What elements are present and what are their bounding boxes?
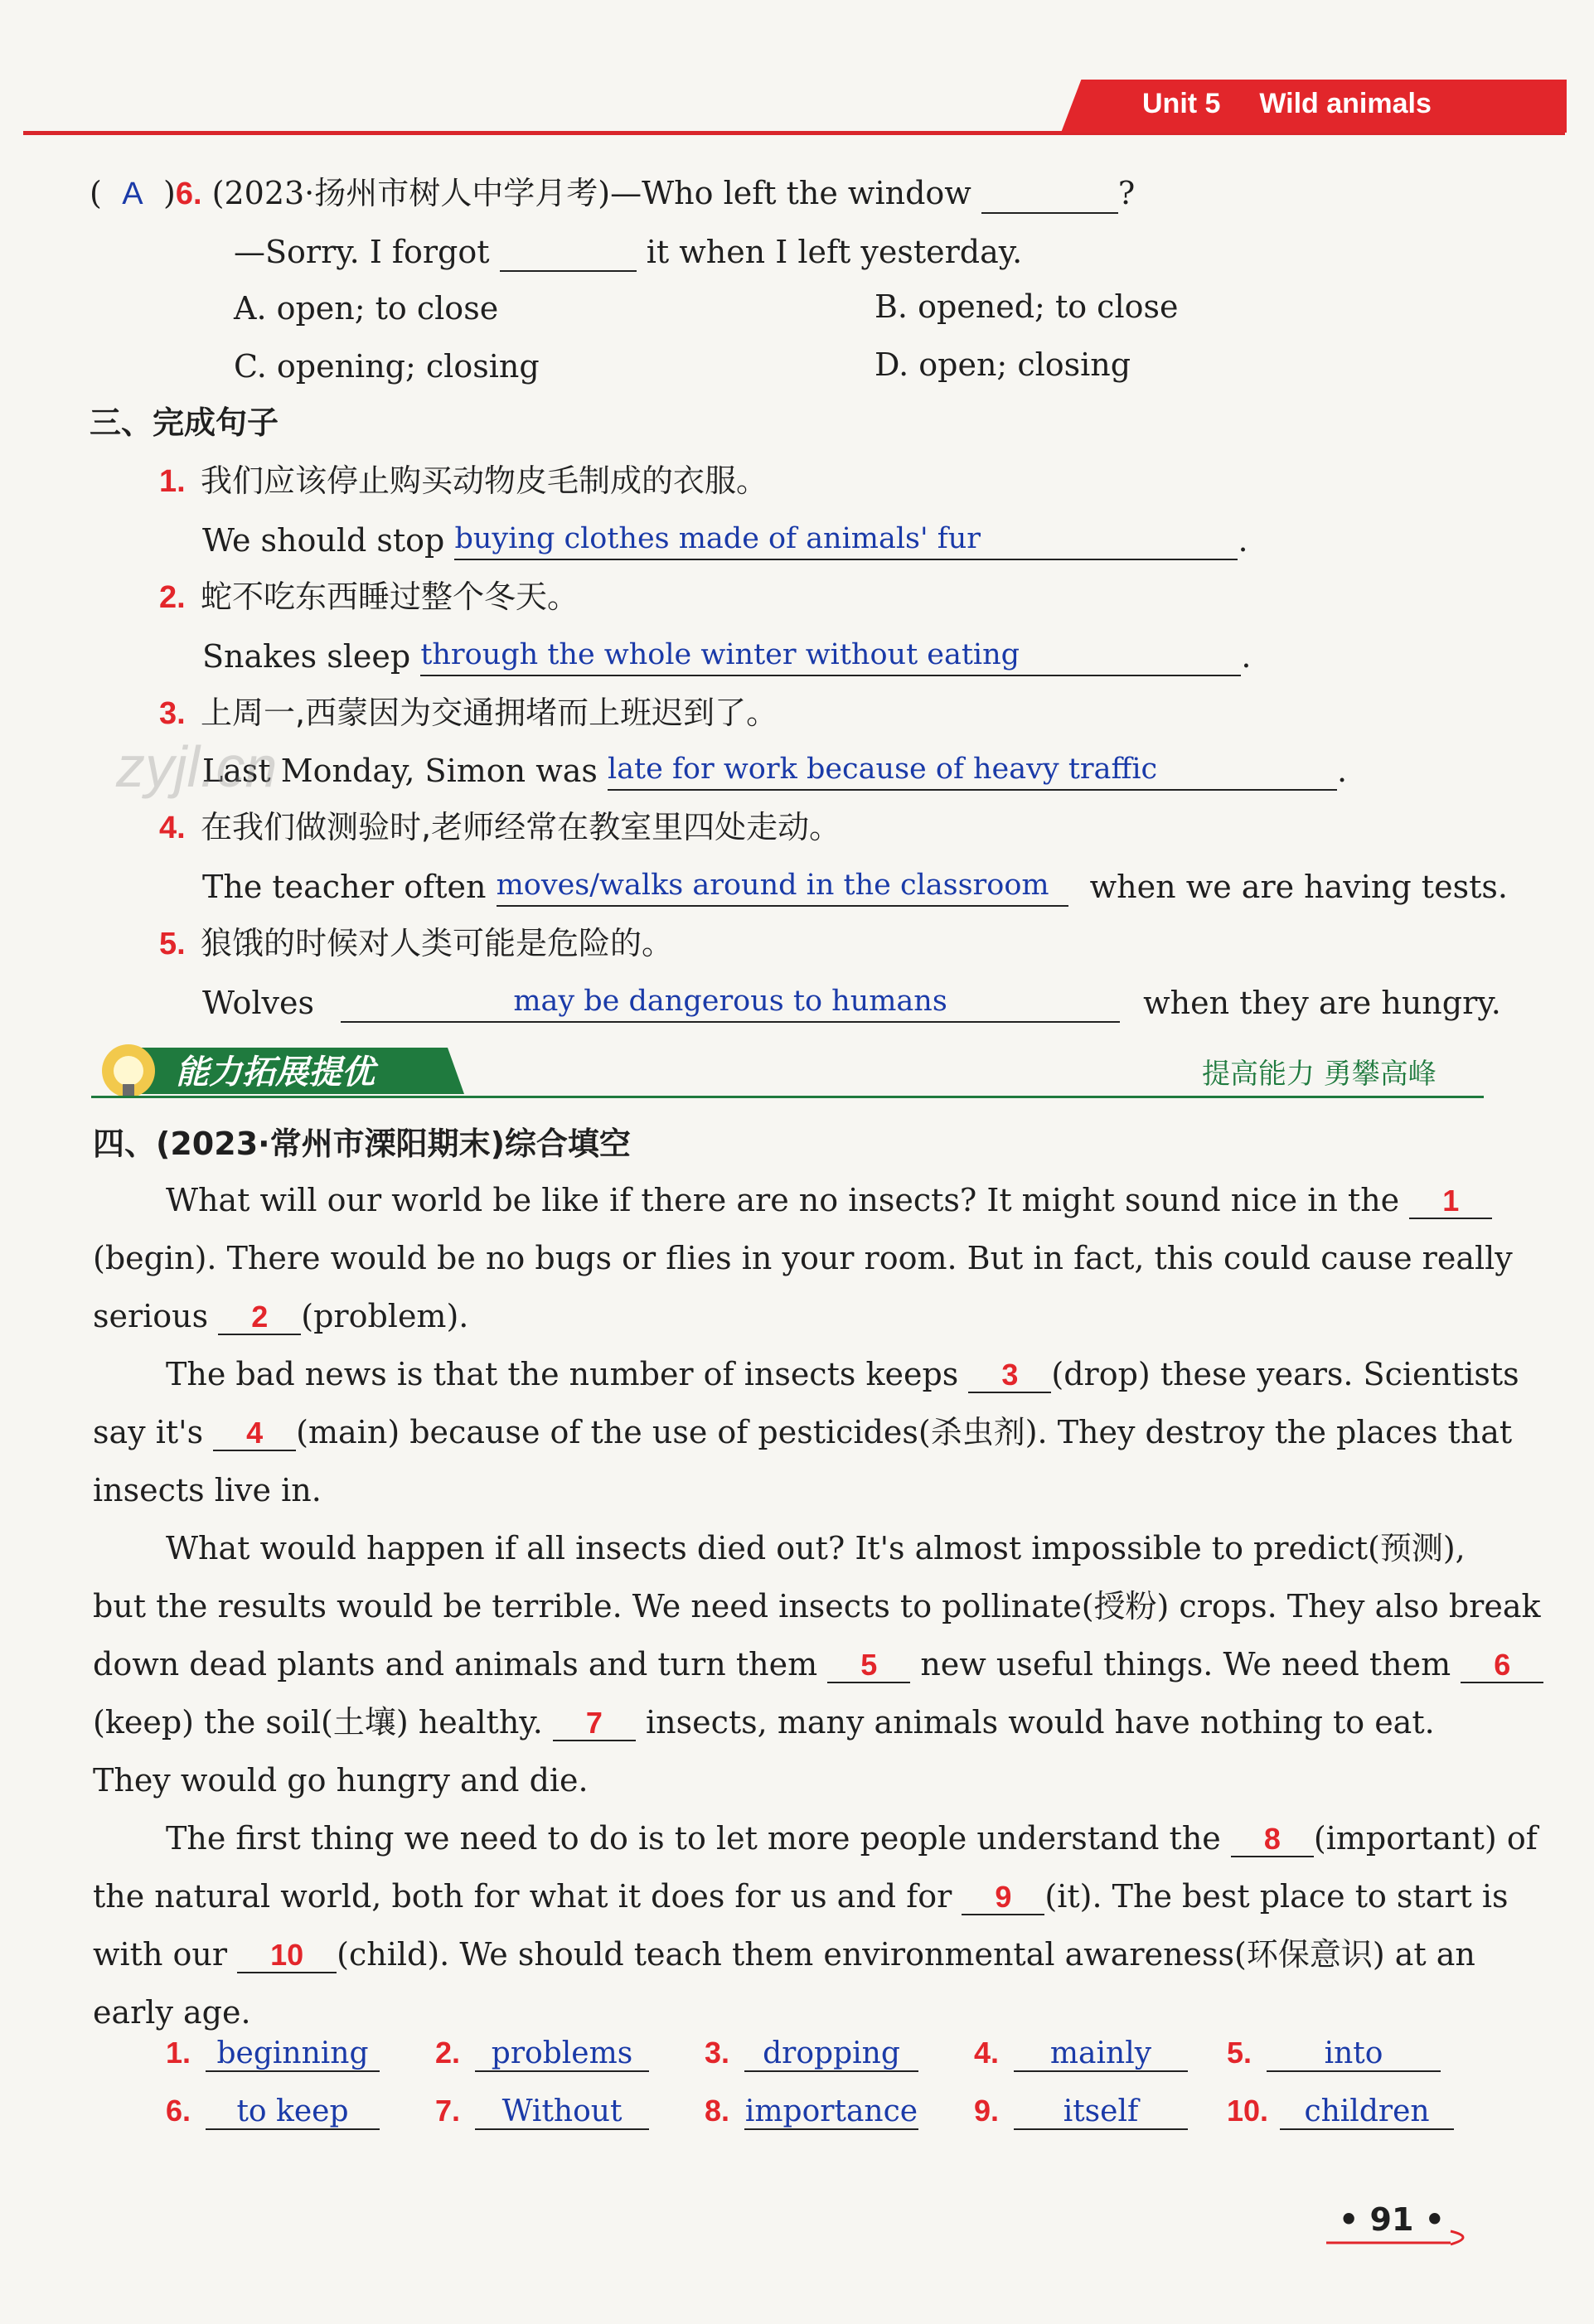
page-arrow-icon (1326, 2226, 1484, 2251)
s3-item1-prefix: We should stop (202, 522, 445, 559)
s4-p1d: (problem). (301, 1298, 469, 1334)
s4-blank-4: 4 (213, 1416, 296, 1451)
s3-item5-en (202, 981, 1501, 1023)
s4-line6: insects live in. (93, 1472, 322, 1508)
answer-text-5: into (1267, 2036, 1441, 2072)
s4-line15: early age. (93, 1994, 251, 2031)
s3-item3-prefix: Last Monday, Simon was (202, 753, 598, 789)
s3-item3-en (202, 749, 1347, 791)
s3-item1-suffix: . (1238, 522, 1248, 559)
section4-title: 四、(2023·常州市溧阳期末)综合填空 (93, 1126, 631, 1162)
s3-item4-prefix: The teacher often (202, 869, 487, 905)
s4-line9 (93, 1644, 1543, 1684)
s3-item4-suffix: when we are having tests. (1089, 869, 1508, 905)
s3-item2-en (202, 635, 1251, 676)
answer-num-8: 8. (705, 2094, 730, 2128)
s4-blank-5: 5 (827, 1649, 910, 1683)
s3-item3-num: 3. (159, 696, 186, 731)
s3-item5-prefix: Wolves (202, 985, 314, 1021)
s4-p2b: (drop) these years. Scientists (1051, 1356, 1519, 1392)
s4-line14 (93, 1934, 1475, 1974)
answer-item-9 (974, 2094, 1188, 2130)
s4-line13 (93, 1876, 1509, 1916)
watermark: zyjl.cn (116, 734, 278, 799)
header-unit-label: Unit 5 (1142, 88, 1221, 119)
s4-p4e: with our (93, 1936, 228, 1973)
s3-item2-answer: through the whole winter without eating (420, 635, 1241, 676)
answer-item-3 (705, 2036, 918, 2072)
s3-item5-cn (159, 923, 673, 964)
s4-p4c: the natural world, both for what it does for us and for (93, 1878, 952, 1915)
s4-line5 (93, 1412, 1512, 1452)
s3-item4-num: 4. (159, 811, 186, 845)
s3-item4-cn-text: 在我们做测验时,老师经常在教室里四处走动。 (201, 809, 841, 845)
s3-item1-answer: buying clothes made of animals' fur (454, 519, 1238, 560)
answer-item-4 (974, 2036, 1188, 2072)
s4-blank-9: 9 (962, 1881, 1044, 1915)
s3-item4-cn (159, 807, 841, 848)
q6-option-b: B. opened; to close (875, 288, 1179, 325)
s4-p3f: insects, many animals would have nothing to eat. (646, 1704, 1435, 1741)
q6-blank-2 (500, 230, 637, 272)
s4-line11: They would go hungry and die. (93, 1762, 589, 1799)
s3-item4-answer: moves/walks around in the classroom (497, 865, 1068, 907)
s3-item3-cn-text: 上周一,西蒙因为交通拥堵而上班迟到了。 (201, 695, 778, 731)
answer-item-1 (166, 2036, 380, 2072)
s3-item3-answer: late for work because of heavy traffic (608, 749, 1337, 791)
answer-num-10: 10. (1227, 2094, 1269, 2128)
s4-line4 (166, 1354, 1519, 1394)
s3-item2-num: 2. (159, 580, 186, 615)
s4-blank-10: 10 (237, 1939, 337, 1973)
s4-line7: What would happen if all insects died out? It's almost impossible to predict(预测), (166, 1530, 1466, 1566)
s3-item5-num: 5. (159, 927, 186, 961)
answer-item-10 (1227, 2094, 1454, 2130)
answer-item-8 (705, 2094, 918, 2130)
answer-text-2: problems (475, 2036, 649, 2072)
answer-text-10: children (1280, 2094, 1454, 2130)
s4-p3d: new useful things. We need them (920, 1646, 1451, 1682)
s4-line2: (begin). There would be no bugs or flies in your room. But in fact, this could cause really (93, 1240, 1513, 1276)
q6-line2 (234, 230, 1022, 272)
answer-num-4: 4. (974, 2036, 1000, 2070)
q6-option-c: C. opening; closing (234, 348, 540, 385)
s4-blank-6: 6 (1461, 1649, 1543, 1683)
s4-p1a: What will our world be like if there are no insects? It might sound nice in the (166, 1182, 1400, 1218)
s3-item1-num: 1. (159, 464, 186, 499)
answer-item-7 (435, 2094, 649, 2130)
answer-num-3: 3. (705, 2036, 730, 2070)
s4-blank-3: 3 (968, 1358, 1051, 1393)
answer-num-7: 7. (435, 2094, 461, 2128)
s4-blank-7: 7 (553, 1707, 636, 1741)
q6-blank-1 (981, 172, 1118, 214)
answer-num-9: 9. (974, 2094, 1000, 2128)
s4-p4a: The first thing we need to do is to let more people understand the (166, 1820, 1221, 1857)
answer-item-2 (435, 2036, 649, 2072)
s3-item2-prefix: Snakes sleep (202, 638, 411, 675)
s4-p2d: (main) because of the use of pesticides(杀虫剂). They destroy the places that (296, 1414, 1513, 1450)
s4-p3e: (keep) the soil(土壤) healthy. (93, 1704, 543, 1741)
q6-line2-a: —Sorry. I forgot (234, 234, 490, 270)
s4-blank-8: 8 (1231, 1823, 1314, 1857)
s4-line3 (93, 1296, 468, 1336)
s4-p2c: say it's (93, 1414, 204, 1450)
s3-item2-cn (159, 577, 579, 617)
s3-item3-cn (159, 693, 778, 734)
s4-blank-1: 1 (1409, 1184, 1492, 1219)
q6-stem: (2023·扬州市树人中学月考)—Who left the window (211, 175, 971, 211)
s3-item5-answer: may be dangerous to humans (341, 981, 1120, 1023)
section3-title: 三、完成句子 (90, 404, 279, 441)
header-unit-title: Wild animals (1259, 88, 1432, 119)
q6-line2-b: it when I left yesterday. (646, 234, 1023, 270)
q6-option-d: D. open; closing (875, 346, 1131, 383)
answer-text-7: Without (475, 2094, 649, 2130)
s3-item5-suffix: when they are hungry. (1143, 985, 1501, 1021)
s3-item5-cn-text: 狼饿的时候对人类可能是危险的。 (201, 925, 674, 961)
answer-item-5 (1227, 2036, 1441, 2072)
s4-p4f: (child). We should teach them environmental awareness(环保意识) at an (337, 1936, 1475, 1973)
s4-p4d: (it). The best place to start is (1044, 1878, 1509, 1915)
s4-p2a: The bad news is that the number of insects keeps (166, 1356, 959, 1392)
answer-text-6: to keep (206, 2094, 380, 2130)
answer-num-1: 1. (166, 2036, 191, 2070)
answer-text-3: dropping (744, 2036, 918, 2072)
q6-number: 6. (175, 177, 202, 211)
s4-line8: but the results would be terrible. We need insects to pollinate(授粉) crops. They also break (93, 1588, 1541, 1624)
q6-answer: A (122, 177, 143, 211)
answer-text-8: importance (744, 2094, 918, 2128)
s3-item3-suffix: . (1337, 753, 1348, 789)
answer-text-1: beginning (206, 2036, 380, 2072)
s3-item1-cn-text: 我们应该停止购买动物皮毛制成的衣服。 (201, 462, 768, 499)
s4-p4b: (important) of (1313, 1820, 1538, 1857)
answer-item-6 (166, 2094, 380, 2130)
s4-line1 (166, 1180, 1492, 1220)
q6-stem-line: ( A )6. (2023·扬州市树人中学月考)—Who left the window ? (90, 172, 1135, 214)
banner-label: 能力拓展提优 (176, 1053, 375, 1092)
header-unit (1142, 88, 1432, 120)
answer-text-4: mainly (1014, 2036, 1188, 2072)
answer-num-2: 2. (435, 2036, 461, 2070)
s4-p3c: down dead plants and animals and turn them (93, 1646, 818, 1682)
page-number: • 91 • (1339, 2201, 1445, 2238)
s4-line10 (93, 1702, 1435, 1742)
s3-item1-en (202, 519, 1248, 560)
q6-option-a: A. open; to close (234, 290, 499, 327)
banner-slogan: 提高能力 勇攀高峰 (1202, 1058, 1437, 1091)
s3-item4-en (202, 865, 1508, 907)
banner-rule (91, 1096, 1484, 1098)
s4-line12 (166, 1818, 1538, 1858)
answer-num-6: 6. (166, 2094, 191, 2128)
answer-num-5: 5. (1227, 2036, 1252, 2070)
s3-item2-suffix: . (1241, 638, 1252, 675)
s3-item2-cn-text: 蛇不吃东西睡过整个冬天。 (201, 579, 579, 615)
s3-item1-cn (159, 461, 768, 501)
answer-text-9: itself (1014, 2094, 1188, 2130)
q6-stem-end: ? (1117, 175, 1136, 211)
s4-p1c: serious (93, 1298, 209, 1334)
s4-blank-2: 2 (218, 1300, 301, 1335)
